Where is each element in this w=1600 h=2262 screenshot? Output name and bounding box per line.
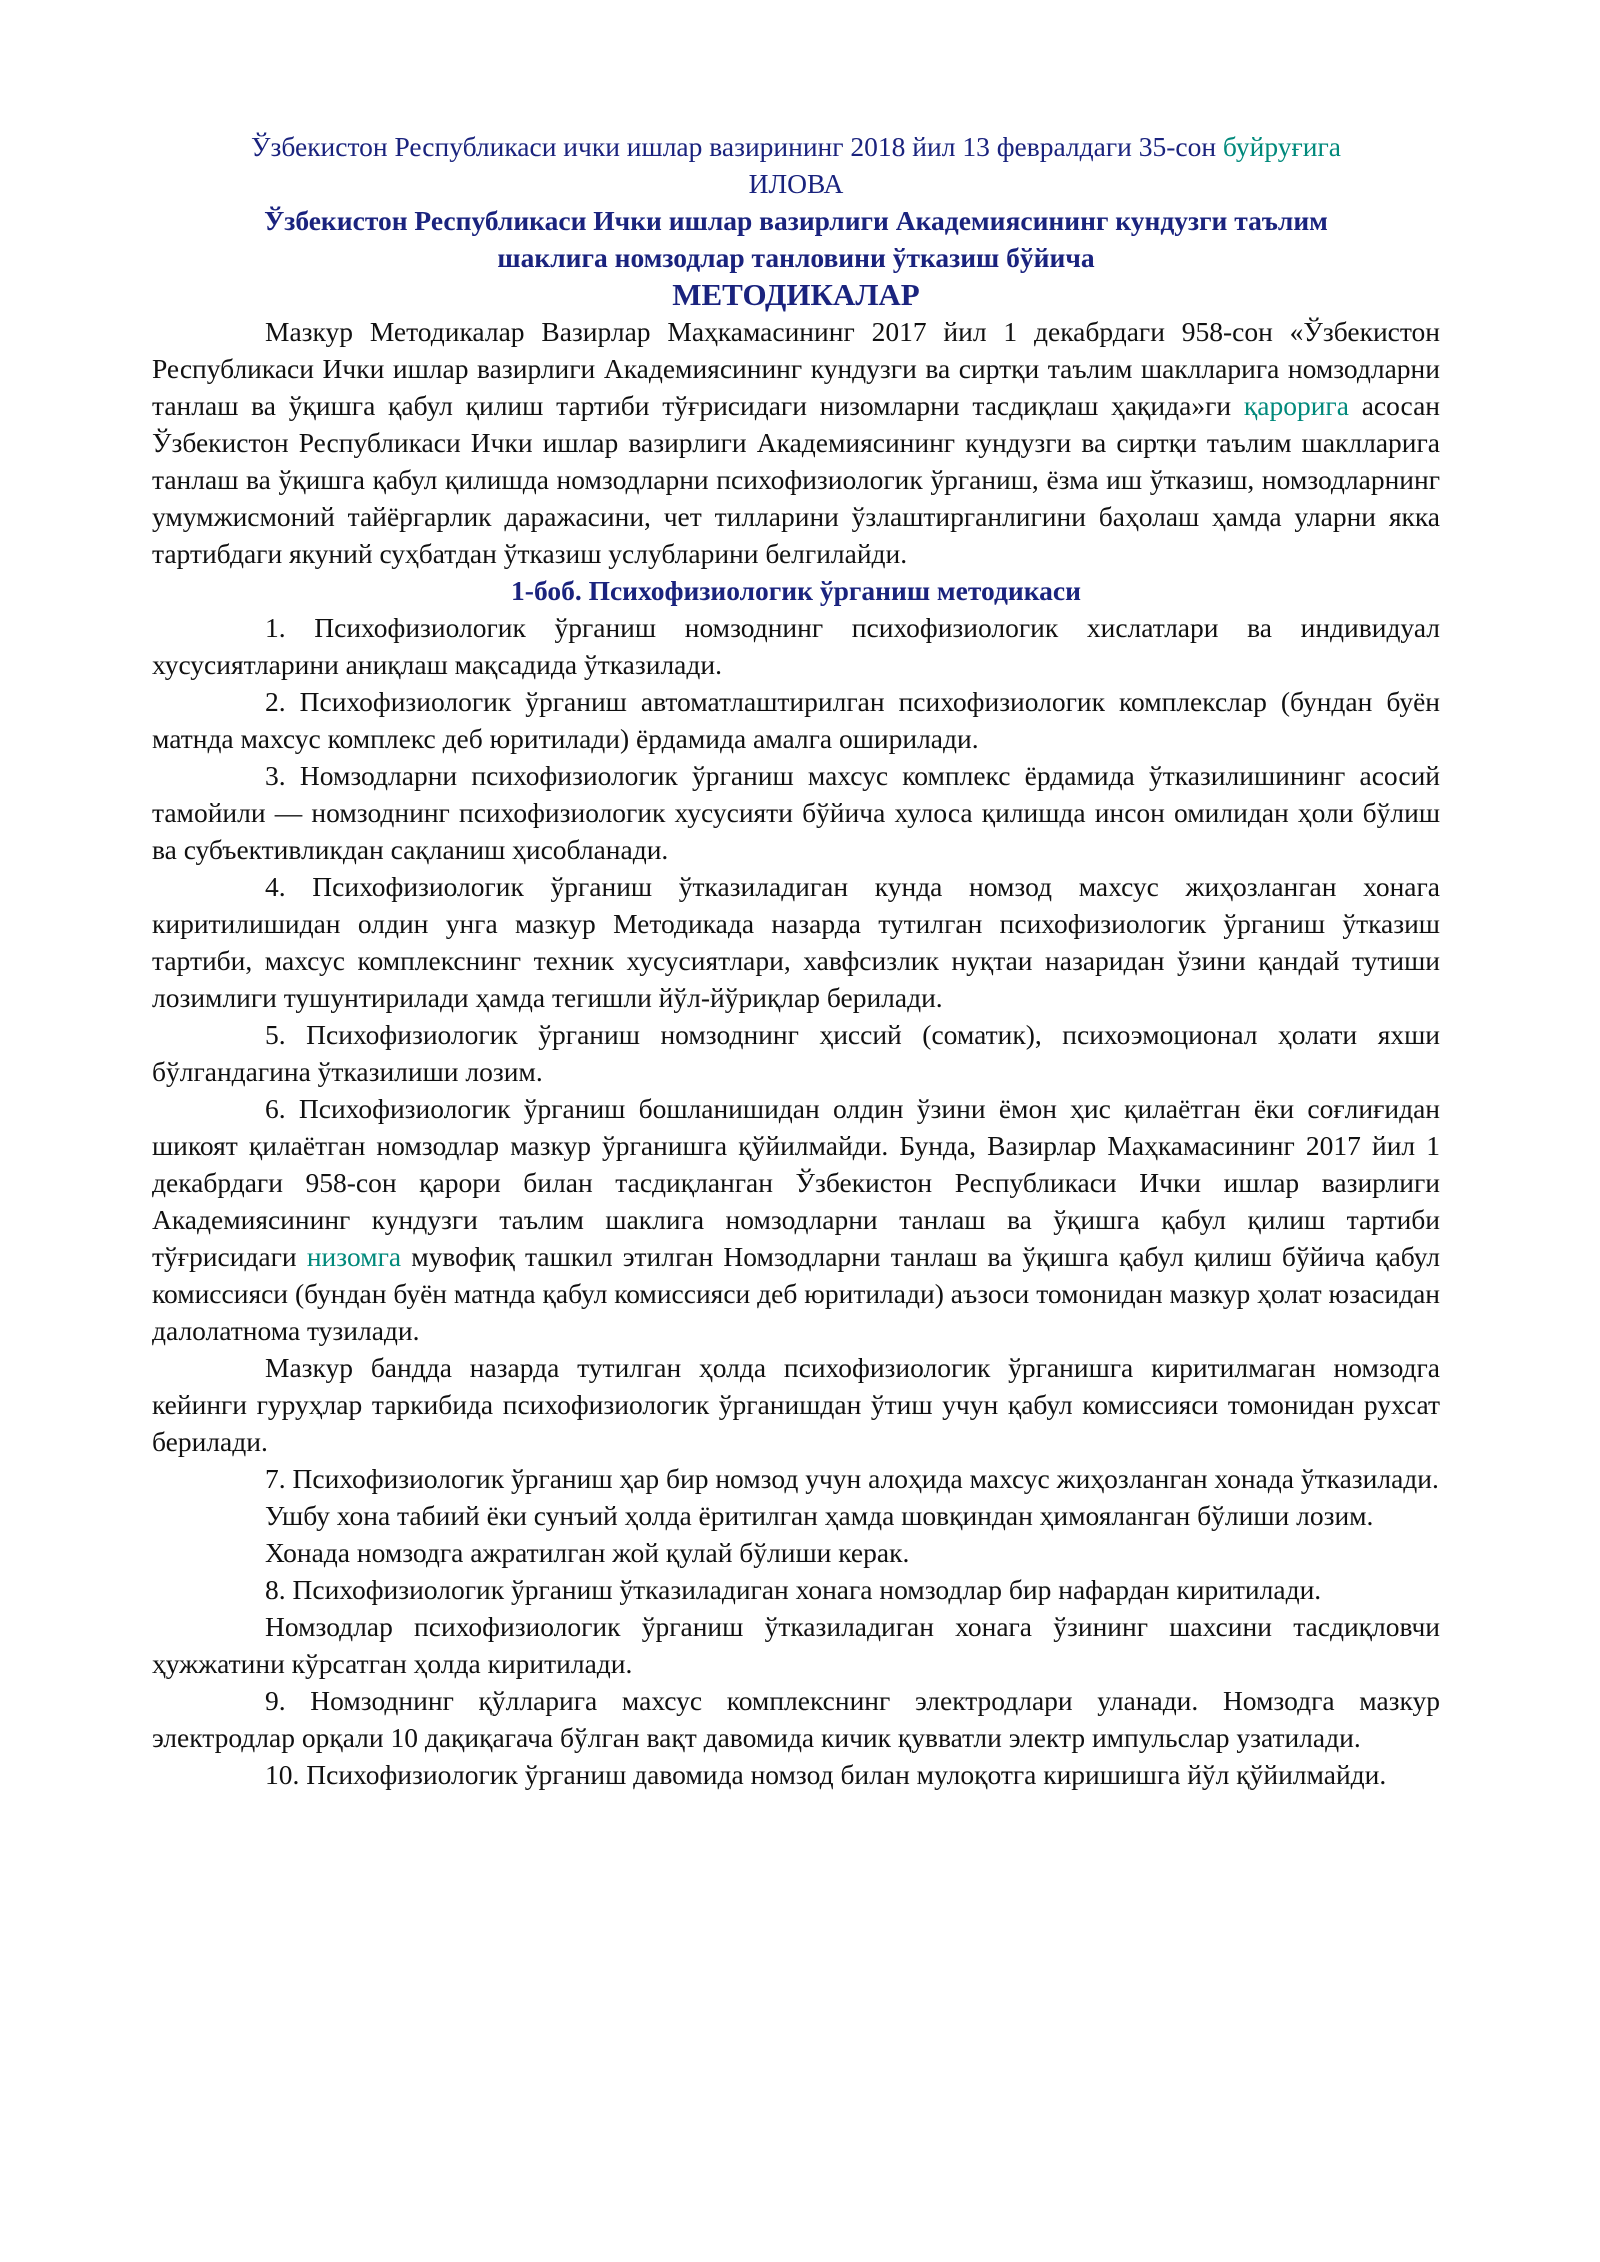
document-title-line-2: шаклига номзодлар танловини ўтказиш бўйича (497, 242, 1095, 273)
paragraph-7-continued-1: Ушбу хона табиий ёки сунъий ҳолда ёритилган ҳамда шовқиндан ҳимояланган бўлиши лозим. (265, 1500, 1374, 1531)
appendix-reference (152, 128, 1440, 165)
paragraph-6-text-1: 6. Психофизиологик ўрганиш бошланишидан олдин ўзини ёмон ҳис қилаётган ёки соғлиғидан шикоят қилаётган номзодлар мазкур ўрганишга қўйилмайди. Бунда, Вазирлар Маҳкамасининг 2017 йил 1 декабрдаги 958-сон қарори билан тасдиқланган Ўзбекистон Республикаси Ички ишлар вазирлиги Академиясининг кундузги таълим шаклига номзодларни танлаш ва ўқишга қабул қилиш тартиби тўғрисидаги (152, 1093, 1440, 1272)
intro-paragraph (152, 313, 1440, 572)
intro-text-2: асосан Ўзбекистон Республикаси Ички ишлар вазирлиги Академиясининг кундузги ва сиртқи таълим шаклларига танлаш ва ўқишга қабул қилишда номзодларни психофизиологик ўрганиш, ёзма иш ўтказиш, номзодларнинг умумжисмоний тайёргарлик даражасини, чет тилларини ўзлаштирганлигини баҳолаш ҳамда уларни якка тартибдаги якуний суҳбатдан ўтказиш услубларини белгилайди. (152, 390, 1441, 569)
paragraph-8-continued: Номзодлар психофизиологик ўрганиш ўтказиладиган хонага ўзининг шахсини тасдиқловчи ҳужжатини кўрсатган ҳолда киритилади. (152, 1611, 1440, 1679)
paragraph-9: 9. Номзоднинг қўлларига махсус комплекснинг электродлари уланади. Номзодга мазкур электродлар орқали 10 дақиқагача бўлган вақт давомида кичик қувватли электр импульслар узатилади. (152, 1685, 1440, 1753)
intro-text-1: Мазкур Методикалар Вазирлар Маҳкамасининг 2017 йил 1 декабрдаги 958-сон «Ўзбекистон Республикаси Ички ишлар вазирлиги Академиясининг кундузги ва сиртқи таълим шаклларига номзодларни танлаш ва ўқишга қабул қилиш тартиби тўғрисидаги низомларни тасдиқлаш ҳақида»ги (152, 316, 1440, 421)
paragraph-3: 3. Номзодларни психофизиологик ўрганиш махсус комплекс ёрдамида ўтказилишининг асосий тамойили — номзоднинг психофизиологик хусусияти бўйича хулоса қилишда инсон омилидан ҳоли бўлиш ва субъективликдан сақланиш ҳисобланади. (152, 760, 1440, 865)
paragraph-1: 1. Психофизиологик ўрганиш номзоднинг психофизиологик хислатлари ва индивидуал хусусиятларини аниқлаш мақсадида ўтказилади. (152, 612, 1440, 680)
paragraph-5: 5. Психофизиологик ўрганиш номзоднинг ҳиссий (соматик), психоэмоционал ҳолати яхши бўлгандагина ўтказилиши лозим. (152, 1019, 1440, 1087)
paragraph-6 (152, 1090, 1440, 1349)
document-title-line-1: Ўзбекистон Республикаси Ички ишлар вазирлиги Академиясининг кундузги таълим (264, 205, 1328, 236)
paragraph-10: 10. Психофизиологик ўрганиш давомида номзод билан мулоқотга киришишга йўл қўйилмайди. (265, 1759, 1387, 1790)
paragraph-2: 2. Психофизиологик ўрганиш автоматлаштирилган психофизиологик комплекслар (бундан буён матнда махсус комплекс деб юритилади) ёрдамида амалга оширилади. (152, 686, 1440, 754)
regulation-link[interactable]: низомга (306, 1241, 402, 1272)
paragraph-8: 8. Психофизиологик ўрганиш ўтказиладиган хонага номзодлар бир нафардан киритилади. (265, 1574, 1322, 1605)
chapter-1-heading: 1-боб. Психофизиологик ўрганиш методикаси (511, 575, 1081, 606)
appendix-label: ИЛОВА (748, 168, 844, 199)
paragraph-6-continued: Мазкур бандда назарда тутилган ҳолда психофизиологик ўрганишга киритилмаган номзодга кейинги гуруҳлар таркибида психофизиологик ўрганишдан ўтиш учун қабул комиссияси томонидан рухсат берилади. (152, 1352, 1440, 1457)
paragraph-7: 7. Психофизиологик ўрганиш ҳар бир номзод учун алоҳида махсус жиҳозланган хонада ўтказилади. (265, 1463, 1439, 1494)
resolution-link[interactable]: қарорига (1243, 390, 1349, 421)
appendix-reference-text: Ўзбекистон Республикаси ички ишлар вазирининг 2018 йил 13 февралдаги 35-сон (251, 131, 1223, 162)
paragraph-4: 4. Психофизиологик ўрганиш ўтказиладиган кунда номзод махсус жиҳозланган хонага киритилишидан олдин унга мазкур Методикада назарда тутилган психофизиологик ўрганиш ўтказиш тартиби, махсус комплекснинг техник хусусиятлари, хавфсизлик нуқтаи назаридан ўзини қандай тутиши лозимлиги тушунтирилади ҳамда тегишли йўл-йўриқлар берилади. (152, 871, 1440, 1013)
order-link[interactable]: буйруғига (1222, 131, 1341, 162)
document-title-main: МЕТОДИКАЛАР (672, 277, 920, 312)
paragraph-7-continued-2: Хонада номзодга ажратилган жой қулай бўлиши керак. (265, 1537, 910, 1568)
paragraph-6-text-2: мувофиқ ташкил этилган Номзодларни танлаш ва ўқишга қабул қилиш бўйича қабул комиссияси (бундан буён матнда қабул комиссияси деб юритилади) аъзоси томонидан мазкур ҳолат юзасидан далолатнома тузилади. (152, 1241, 1440, 1346)
document-page (152, 128, 1440, 1793)
